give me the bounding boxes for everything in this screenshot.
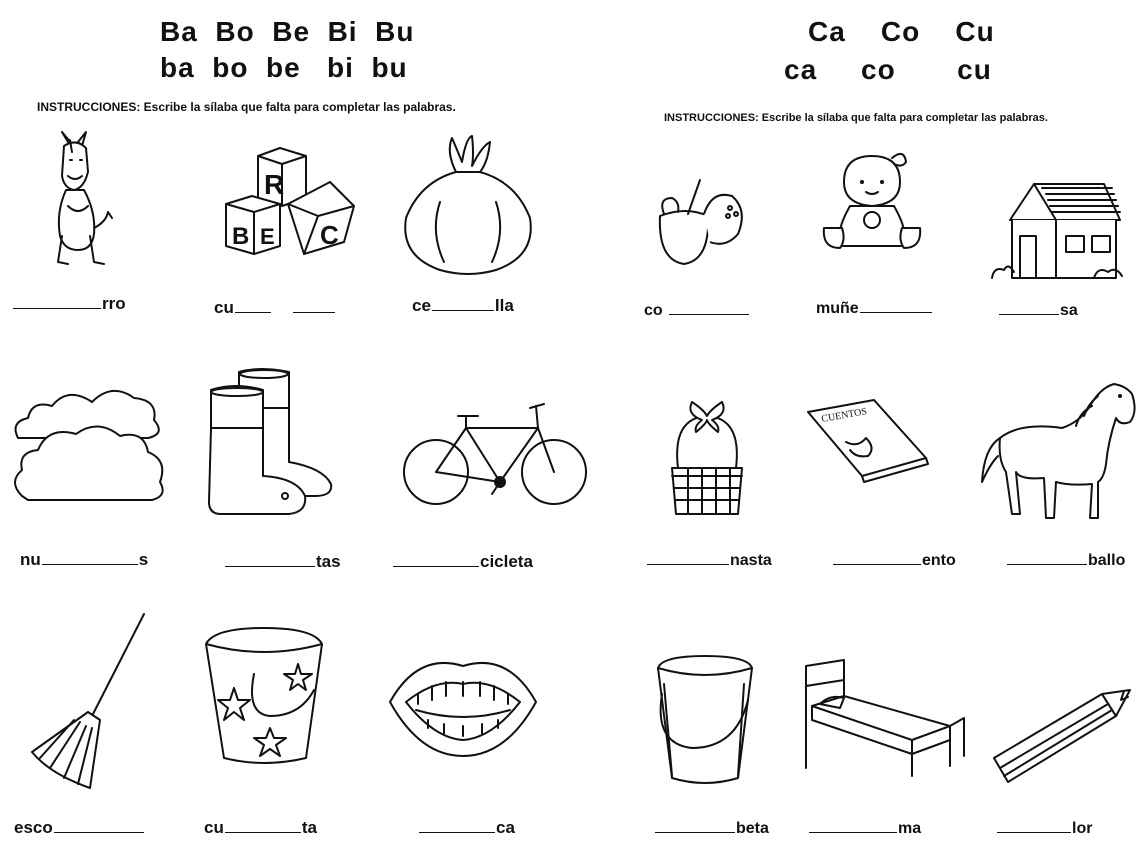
storybook-illustration	[806, 398, 930, 482]
left-item-8-label: cu ta	[204, 818, 317, 837]
broom-illustration	[30, 612, 150, 788]
right-item-9-label: lor	[996, 820, 1092, 838]
bucket-with-stars-illustration	[204, 624, 324, 766]
svg-text:C: C	[320, 220, 339, 250]
right-item-6-label: ballo	[1006, 552, 1125, 570]
doll-illustration	[820, 148, 924, 256]
right-heading-upper: Ca Co Cu	[808, 16, 995, 47]
left-item-5-label: tas	[224, 552, 341, 572]
svg-text:E: E	[260, 224, 275, 249]
boots-illustration	[205, 368, 337, 518]
house-illustration	[990, 180, 1124, 284]
right-item-1-label: co	[644, 302, 750, 320]
right-item-3-label: sa	[998, 302, 1078, 320]
left-item-9-label: ca	[418, 818, 515, 838]
right-heading-lower: ca co cu	[784, 54, 992, 85]
coconut-drink-illustration	[650, 176, 746, 266]
left-heading-upper: Ba Bo Be Bi Bu	[160, 16, 415, 47]
horse-illustration	[980, 382, 1140, 520]
left-heading-lower: ba bo be bi bu	[160, 52, 408, 83]
svg-text:R: R	[264, 169, 285, 200]
right-instructions: INSTRUCCIONES: Escribe la sílaba que falta para completar las palabras.	[664, 112, 1048, 124]
left-item-4-label: nu s	[20, 550, 149, 569]
storybook-title: CUENTOS	[820, 406, 868, 425]
basket-illustration	[668, 398, 746, 516]
left-item-3-label: ce lla	[412, 296, 514, 315]
right-item-7-label: beta	[654, 820, 769, 838]
left-item-6-label: cicleta	[392, 552, 533, 572]
left-instructions: INSTRUCCIONES: Escribe la sílaba que falta para completar las palabras.	[37, 100, 456, 114]
bed-illustration	[800, 656, 966, 780]
left-item-1-label: rro	[12, 294, 126, 314]
mouth-illustration	[388, 648, 538, 758]
alphabet-blocks-illustration	[222, 146, 358, 258]
onion-illustration	[400, 132, 536, 276]
left-item-2-label: cu	[214, 298, 336, 318]
left-item-7-label: esco	[14, 818, 145, 838]
right-item-5-label: ento	[832, 552, 956, 570]
clouds-illustration	[8, 378, 168, 504]
svg-text:B: B	[232, 223, 250, 250]
bicycle-illustration	[404, 398, 588, 510]
right-item-8-label: ma	[808, 820, 921, 838]
bucket-illustration	[652, 654, 758, 788]
pencil-illustration	[990, 688, 1132, 788]
right-item-2-label: muñe	[816, 300, 933, 318]
right-item-4-label: nasta	[646, 552, 772, 570]
donkey-illustration	[48, 132, 118, 274]
